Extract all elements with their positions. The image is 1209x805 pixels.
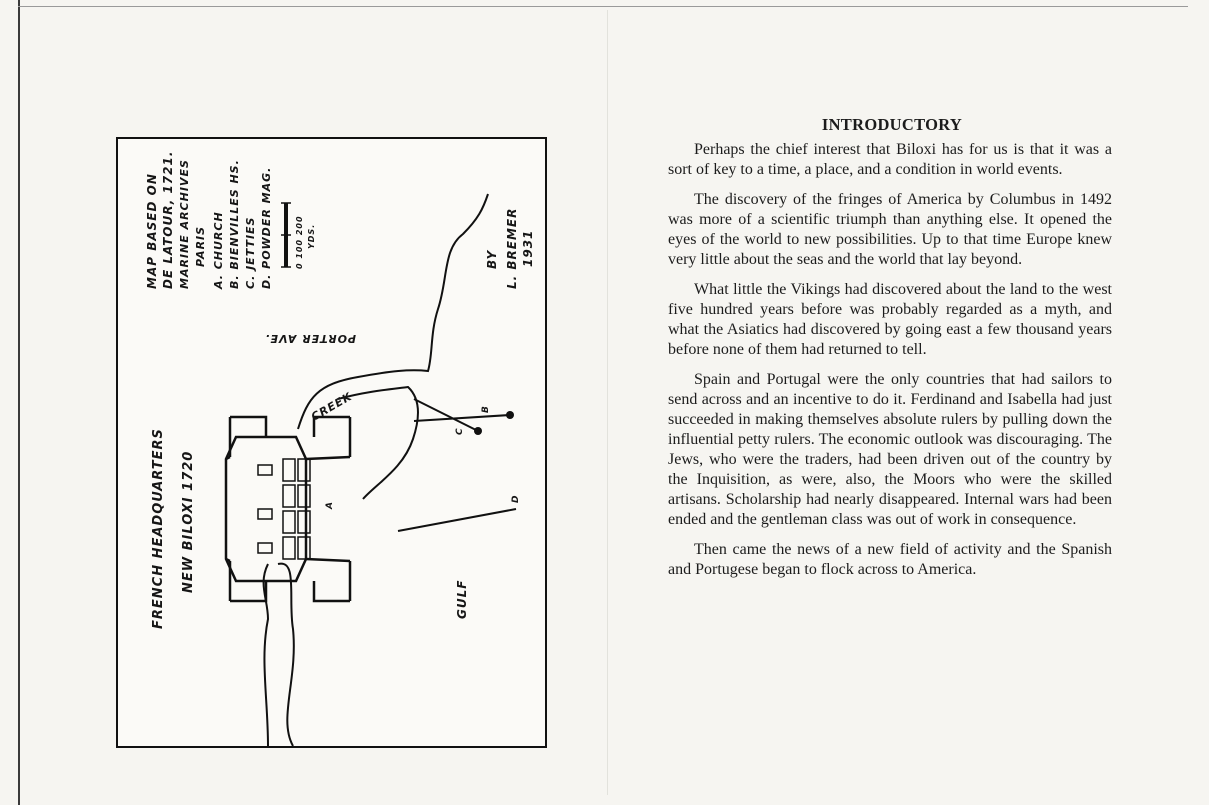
- scale-bar: [281, 203, 291, 267]
- paragraph-2: The discovery of the fringes of America by Columbus in 1492 was more of a scientific triumph than anything else. It opened the eyes of the world to new possibilities. Up to that time Europe knew very little about the seas and the world that lay beyond.: [668, 191, 1112, 268]
- map-label-porter: PORTER AVE.: [264, 332, 356, 345]
- map-source-line4: PARIS: [194, 225, 207, 267]
- map-title-line2: NEW BILOXI 1720: [181, 450, 196, 593]
- map-label-gulf: GULF: [455, 579, 469, 619]
- map-frame: [116, 137, 547, 748]
- jetty-end-1: [506, 411, 514, 419]
- map-legend-item-c: C. JETTIES: [244, 216, 257, 289]
- map-marker-a: A: [325, 501, 335, 509]
- map-label-creek: CREEK: [309, 389, 355, 424]
- map-title-line1: FRENCH HEADQUARTERS: [151, 428, 166, 629]
- book-gutter: [607, 10, 608, 795]
- map-marker-b: B: [481, 405, 491, 413]
- map-author-line3: 1931: [521, 229, 535, 267]
- map-scale-units: YDS.: [307, 223, 316, 249]
- scan-edge: [18, 0, 20, 805]
- jetty-line-2: [414, 399, 478, 431]
- text-page: [668, 115, 1112, 590]
- map-legend-item-b: B. BIENVILLES HS.: [228, 159, 241, 289]
- creek-bank-upper: [298, 194, 488, 429]
- map-source-line1: MAP BASED ON: [145, 173, 159, 289]
- map-marker-d: D: [511, 494, 521, 503]
- river-bank-right: [278, 564, 294, 746]
- map-marker-c: C: [455, 427, 465, 435]
- paragraph-5: Then came the news of a new field of activity and the Spanish and Portugese began to flock across to America.: [668, 541, 1112, 578]
- map-source-line3: MARINE ARCHIVES: [178, 159, 191, 289]
- map-legend-item-a: A. CHURCH: [212, 211, 225, 289]
- map-scale-label: 0 100 200: [295, 215, 304, 269]
- jetty-line-1: [414, 415, 510, 421]
- paragraph-1: Perhaps the chief interest that Biloxi has for us is that it was a sort of key to a time, a place, and a condition in world events.: [668, 141, 1112, 178]
- jetty-line-3: [398, 509, 516, 531]
- fort-buildings: [258, 459, 310, 559]
- jetty-end-2: [474, 427, 482, 435]
- map-author-line1: BY: [485, 249, 499, 269]
- page-top-edge: [18, 6, 1188, 7]
- paragraph-3: What little the Vikings had discovered about the land to the west five hundred years before was probably regarded as a myth, and what the Asiatics had discovered by going east a few thousand years before none of them had returned to tell.: [668, 281, 1112, 358]
- map-legend-item-d: D. POWDER MAG.: [260, 166, 273, 289]
- paragraph-4: Spain and Portugal were the only countries that had sailors to send across and an incentive to do it. Ferdinand and Isabella had just succeeded in making themselves absolute rulers by pulling down the influential petty rulers. The economic outlook was discouraging. The Jews, who were the traders, had been driven out of the country by the Inquisition, as were, also, the Moors who were the skilled artisans. Scholarship had nearly disappeared. Internal wars had been ended and the gentleman class was out of work in consequence.: [668, 371, 1112, 528]
- map-drawing: [118, 139, 545, 746]
- page-title: INTRODUCTORY: [821, 115, 963, 134]
- map-author-line2: L. BREMER: [505, 207, 519, 289]
- map-source-line2: DE LATOUR, 1721.: [161, 150, 175, 289]
